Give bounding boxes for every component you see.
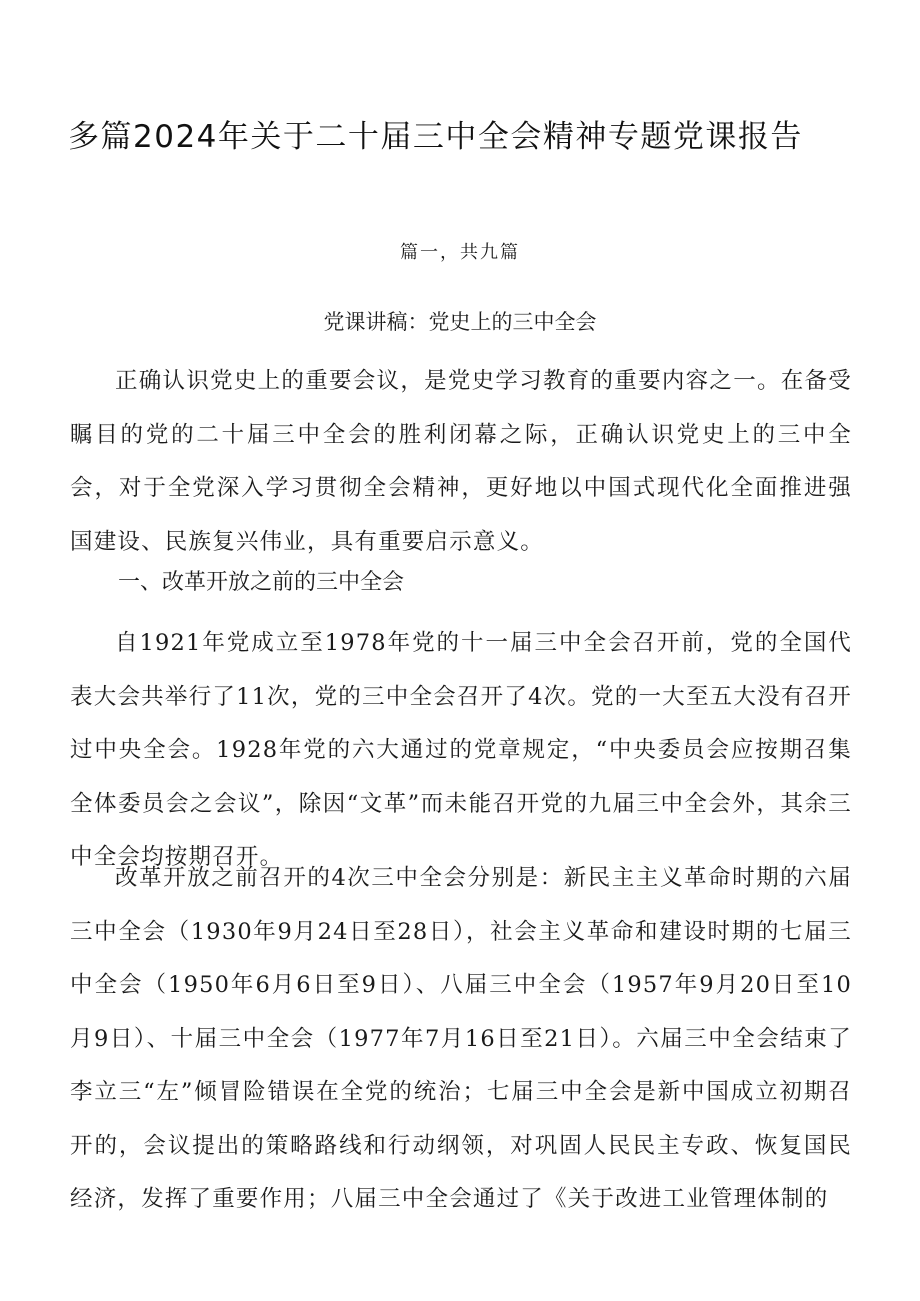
body-paragraph-1: 自1921年党成立至1978年党的十一届三中全会召开前，党的全国代表大会共举行了11次，党的三中全会召开了4次。党的一大至五大没有召开过中央全会。1928年党的六大通过的党章规定，“中央委员会应按期召集全体委员会之会议”，除因“文革”而未能召开党的九届三中全会外，其余三中全会均按期召开。 (70, 630, 852, 870)
body-paragraph-2: 改革开放之前召开的4次三中全会分别是：新民主主义革命时期的六届三中全会（1930年9月24日至28日），社会主义革命和建设时期的七届三中全会（1950年6月6日至9日）、八届三中全会（1957年9月20日至10月9日）、十届三中全会（1977年7月16日至21日）。六届三中全会结束了李立三“左”倾冒险错误在全党的统治；七届三中全会是新中国成立初期召开的，会议提出的策略路线和行动纲领，对巩固人民民主专政、恢复国民经济，发挥了重要作用；八届三中全会通过了《关于改进工业管理体制的 (70, 865, 852, 1212)
section-number: 篇一，共九篇 (400, 242, 520, 263)
section-heading-1: 一、改革开放之前的三中全会 (118, 570, 405, 595)
lecture-title: 党课讲稿：党史上的三中全会 (323, 310, 597, 334)
document-title: 多篇2024年关于二十届三中全会精神专题党课报告 (68, 119, 803, 155)
intro-paragraph: 正确认识党史上的重要会议，是党史学习教育的重要内容之一。在备受瞩目的党的二十届三中全会的胜利闭幕之际，正确认识党史上的三中全会，对于全党深入学习贯彻全会精神，更好地以中国式现代化全面推进强国建设、民族复兴伟业，具有重要启示意义。 (70, 368, 852, 555)
